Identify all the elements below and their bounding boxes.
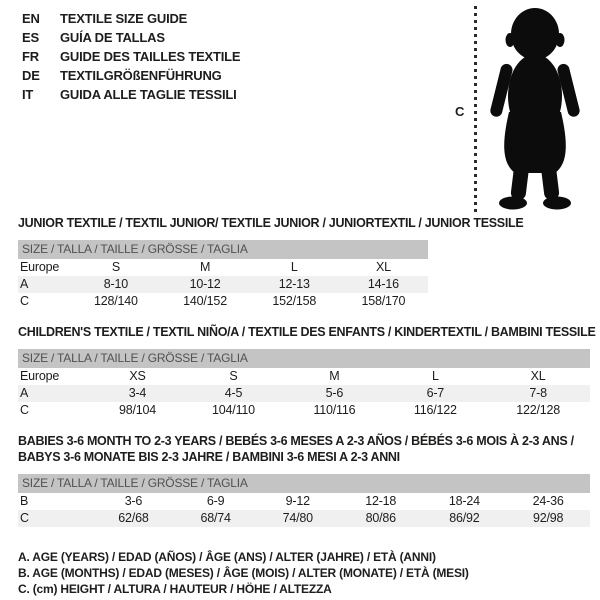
- size-cell: 8-10: [103, 277, 128, 291]
- language-label: TEXTILE SIZE GUIDE: [60, 11, 188, 26]
- size-cell: 10-12: [189, 277, 221, 291]
- section-title: JUNIOR TEXTILE / TEXTIL JUNIOR/ TEXTILE JUNIOR / JUNIORTEXTIL / JUNIOR TESSILE: [18, 216, 524, 230]
- size-cell: XS: [129, 369, 146, 383]
- junior-size-table: [18, 259, 428, 310]
- row-label: B: [20, 494, 29, 508]
- row-label: A: [20, 277, 29, 291]
- child-figure: [455, 6, 590, 212]
- size-cell: 7-8: [529, 386, 547, 400]
- section-title: CHILDREN'S TEXTILE / TEXTIL NIÑO/A / TEXTILE DES ENFANTS / KINDERTEXTIL / BAMBINI TESSILE: [18, 325, 596, 339]
- language-row: [22, 12, 240, 25]
- height-measure-dotted-line: [474, 6, 477, 212]
- size-cell: 6-9: [206, 494, 225, 508]
- language-row: [22, 50, 240, 63]
- row-label: A: [20, 386, 29, 400]
- size-guide-content: [18, 215, 596, 597]
- size-cell: 152/158: [272, 294, 317, 308]
- size-header-bar: SIZE / TALLA / TAILLE / GRÖSSE / TAGLIA: [18, 240, 428, 259]
- size-cell: 140/152: [183, 294, 227, 308]
- table-row: [18, 402, 590, 419]
- row-label: Europe: [20, 260, 60, 274]
- table-row: [18, 293, 428, 310]
- size-cell: 3-4: [128, 386, 147, 400]
- size-cell: XL: [530, 369, 546, 383]
- size-cell: 3-6: [124, 494, 143, 508]
- table-row: [18, 259, 428, 276]
- size-cell: 98/104: [118, 403, 156, 417]
- language-label: TEXTILGRÖßENFÜHRUNG: [60, 68, 222, 83]
- size-cell: 92/98: [532, 511, 564, 525]
- language-row: [22, 69, 240, 82]
- table-row: [18, 510, 590, 527]
- size-header-bar: SIZE / TALLA / TAILLE / GRÖSSE / TAGLIA: [18, 349, 590, 368]
- size-cell: 122/128: [516, 403, 561, 417]
- size-cell: L: [290, 260, 298, 274]
- language-label: GUIDA ALLE TAGLIE TESSILI: [60, 87, 237, 102]
- size-cell: 4-5: [224, 386, 243, 400]
- size-cell: 62/68: [118, 511, 149, 525]
- language-row: [22, 31, 240, 44]
- size-cell: 110/116: [313, 403, 356, 417]
- language-code: ES: [22, 30, 39, 45]
- size-cell: 14-16: [367, 277, 399, 291]
- babies-size-table: [18, 493, 590, 527]
- language-code: IT: [22, 87, 34, 102]
- size-cell: 12-13: [278, 277, 310, 291]
- toddler-silhouette-image: [485, 6, 585, 212]
- size-cell: 68/74: [200, 511, 231, 525]
- size-cell: XL: [375, 260, 391, 274]
- section-title-line2: BABYS 3-6 MONATE BIS 2-3 JAHRE / BAMBINI 3-6 MESI A 2-3 ANNI: [18, 450, 400, 464]
- table-row: [18, 385, 590, 402]
- size-cell: 24-36: [532, 494, 564, 508]
- language-code: DE: [22, 68, 40, 83]
- legend-line-b: B. AGE (MONTHS) / EDAD (MESES) / ÂGE (MOIS) / ALTER (MONATE) / ETÀ (MESI): [18, 566, 469, 580]
- section-title: BABIES 3-6 MONTH TO 2-3 YEARS / BEBÉS 3-6 MESES A 2-3 AÑOS / BÉBÉS 3-6 MOIS À 2-3 ANS /: [18, 434, 574, 448]
- language-code: EN: [22, 11, 40, 26]
- language-list: [22, 12, 240, 107]
- legend-line-a: A. AGE (YEARS) / EDAD (AÑOS) / ÂGE (ANS) / ALTER (JAHRE) / ETÀ (ANNI): [18, 550, 436, 564]
- size-cell: S: [111, 260, 120, 274]
- measurement-legend: [18, 549, 590, 597]
- size-cell: 12-18: [365, 494, 397, 508]
- table-row: [18, 368, 590, 385]
- section-junior-textile: [18, 215, 590, 310]
- language-label: GUIDE DES TAILLES TEXTILE: [60, 49, 241, 64]
- size-cell: 5-6: [325, 386, 344, 400]
- language-code: FR: [22, 49, 39, 64]
- row-label: C: [20, 294, 29, 308]
- size-cell: 9-12: [285, 494, 310, 508]
- size-cell: 116/122: [413, 403, 457, 417]
- row-label: C: [20, 511, 29, 525]
- size-cell: 80/86: [365, 511, 396, 525]
- language-row: [22, 88, 240, 101]
- row-label: C: [20, 403, 29, 417]
- childrens-size-table: [18, 368, 590, 419]
- legend-line-c: C. (cm) HEIGHT / ALTURA / HAUTEUR / HÖHE / ALTEZZA: [18, 582, 332, 596]
- table-row: [18, 493, 590, 510]
- row-label: Europe: [20, 369, 60, 383]
- size-cell: M: [329, 369, 340, 383]
- size-cell: 74/80: [282, 511, 313, 525]
- size-cell: 104/110: [212, 403, 255, 417]
- size-cell: 86/92: [449, 511, 480, 525]
- size-cell: M: [199, 260, 211, 274]
- size-cell: L: [431, 369, 439, 383]
- section-childrens-textile: [18, 324, 596, 419]
- size-cell: 18-24: [448, 494, 480, 508]
- section-babies-textile: [18, 433, 590, 527]
- size-cell: S: [229, 369, 238, 383]
- size-header-bar: SIZE / TALLA / TAILLE / GRÖSSE / TAGLIA: [18, 474, 590, 493]
- height-marker-label: C: [455, 104, 465, 119]
- size-cell: 128/140: [93, 294, 138, 308]
- table-row: [18, 276, 428, 293]
- size-cell: 6-7: [426, 386, 445, 400]
- language-label: GUÍA DE TALLAS: [60, 30, 165, 45]
- size-cell: 158/170: [361, 294, 406, 308]
